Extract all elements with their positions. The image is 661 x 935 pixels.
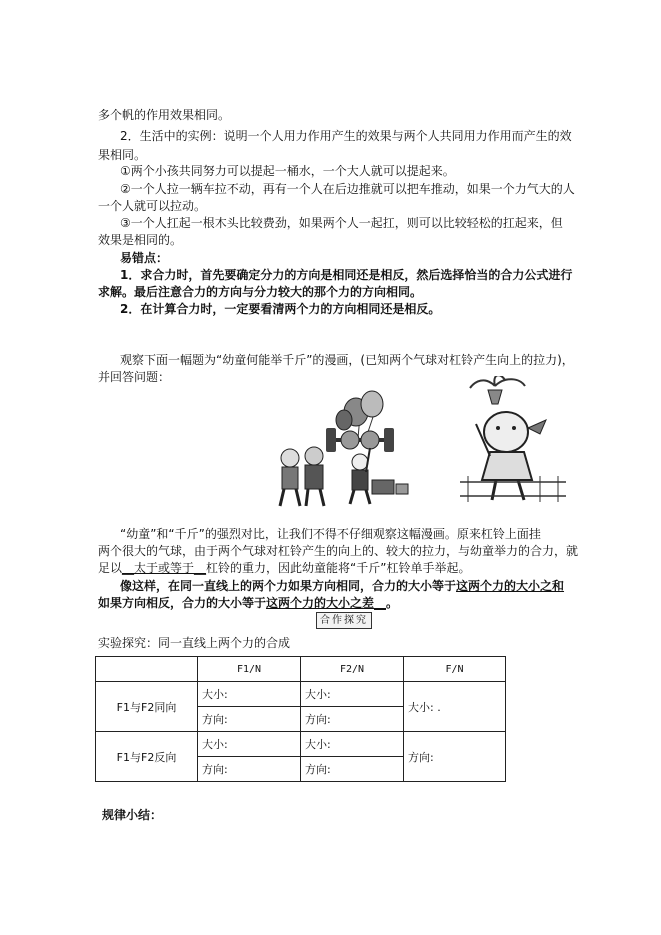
conclusion-line [120, 577, 564, 595]
table-cell-resultant: 方向: [404, 732, 506, 782]
cartoon-illustration [270, 376, 570, 510]
row-label-opposite-direction: F1与F2反向 [96, 732, 198, 782]
balloons-icon [336, 391, 383, 438]
plant-icon [470, 376, 525, 404]
table-cell: 大小: [301, 682, 404, 707]
table-header-cell: F2/N [301, 657, 404, 682]
text-fragment: 像这样，在同一直线上的两个力如果方向相同，合力的大小等于 [120, 579, 457, 593]
table-cell: 大小: [198, 732, 301, 757]
table-cell: 方向: [301, 707, 404, 732]
text-fragment: 杠铃的重力，因此幼童能将“千斤”杠铃单手举起。 [206, 561, 471, 575]
observe-line: 观察下面一幅题为“幼童何能举千斤”的漫画，(已知两个气球对杠铃产生向上的拉力)， [120, 353, 574, 367]
paragraph-line: 果相同。 [98, 148, 147, 162]
example-1: ①两个小孩共同努力可以提起一桶水，一个大人就可以提起来。 [120, 164, 455, 178]
experiment-table [95, 656, 506, 782]
conclusion-line-cont [98, 594, 398, 612]
table-cell: 方向: [198, 707, 301, 732]
comic-explanation-blank-line [98, 559, 470, 577]
table-header-row [96, 657, 506, 682]
example-3: ③一个人扛起一根木头比较费劲，如果两个人一起扛，则可以比较轻松的扛起来，但 [120, 216, 563, 230]
comic-explanation: “幼童”和“千斤”的强烈对比，让我们不得不仔细观察这幅漫画。原来杠铃上面挂 [120, 527, 541, 541]
table-cell: 大小: [301, 732, 404, 757]
text-fragment: 足以 [98, 561, 123, 575]
barbell-icon [326, 428, 394, 452]
table-row [96, 732, 506, 757]
table-header-cell [96, 657, 198, 682]
experiment-title: 实验探究：同一直线上两个力的合成 [98, 636, 291, 650]
children-icon [280, 447, 408, 506]
example-2: ②一个人拉一辆车拉不动，再有一个人在后边推就可以把车推动，如果一个力气大的人 [120, 182, 575, 196]
error-point-2: 2．在计算合力时，一定要看清两个力的方向相同还是相反。 [120, 302, 441, 316]
answer-blank: 这两个力的大小之和 [456, 579, 565, 593]
error-title: 易错点： [120, 251, 169, 265]
answer-blank: __太于或等于__ [122, 561, 207, 575]
table-cell: 方向: [301, 757, 404, 782]
observe-line-cont: 并回答问题： [98, 370, 171, 384]
text-fragment: 。 [386, 596, 399, 610]
comic-explanation-cont: 两个很大的气球，由于两个气球对杠铃产生的向上的、较大的拉力，与幼童举力的合力，就 [98, 544, 579, 558]
table-header-cell: F/N [404, 657, 506, 682]
error-point-1-cont: 求解。最后注意合力的方向与分力较大的那个力的方向相同。 [98, 285, 423, 299]
row-label-same-direction: F1与F2同向 [96, 682, 198, 732]
paragraph-line: 2．生活中的实例：说明一个人用力作用产生的效果与两个人共同用力作用而产生的效 [120, 129, 572, 143]
text-fragment: 如果方向相反，合力的大小等于 [98, 596, 267, 610]
table-cell: 大小: [198, 682, 301, 707]
table-cell-resultant: 大小: . [404, 682, 506, 732]
example-3-cont: 效果是相同的。 [98, 233, 183, 247]
table-cell: 方向: [198, 757, 301, 782]
girl-figure-icon [476, 412, 546, 500]
paragraph-line: 多个帆的作用效果相同。 [98, 108, 231, 122]
table-row [96, 682, 506, 707]
answer-blank: 这两个力的大小之差__ [266, 596, 387, 610]
error-point-1: 1．求合力时，首先要确定分力的方向是相同还是相反，然后选择恰当的合力公式进行 [120, 268, 573, 282]
table-header-cell: F1/N [198, 657, 301, 682]
section-caption: 合作探究 [316, 612, 372, 629]
example-2-cont: 一个人就可以拉动。 [98, 199, 207, 213]
summary-heading: 规律小结： [102, 808, 163, 822]
